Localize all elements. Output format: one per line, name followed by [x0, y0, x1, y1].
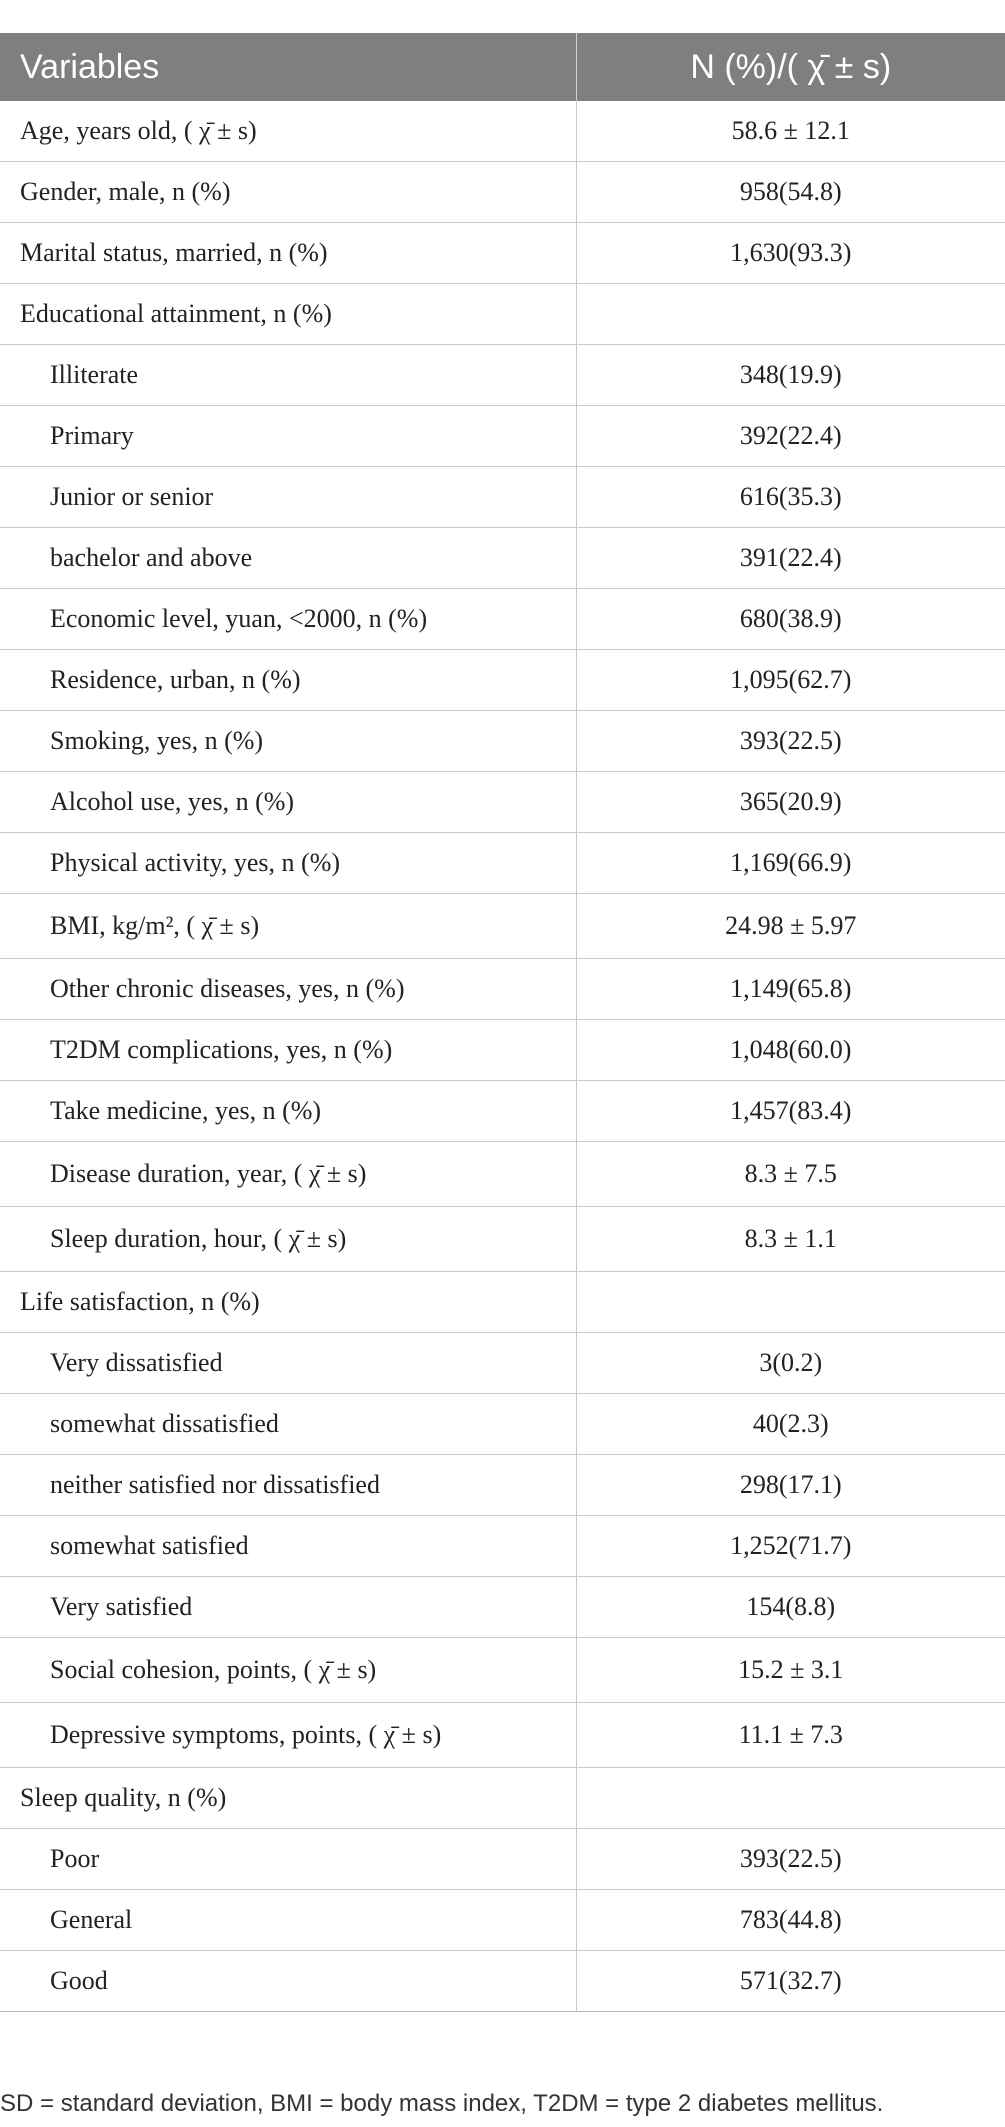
- table-row: [0, 223, 1005, 284]
- table-row: [0, 1142, 1005, 1207]
- row-label: Smoking, yes, n (%): [0, 711, 576, 772]
- row-value: 8.3 ± 1.1: [576, 1207, 1005, 1272]
- table-row: [0, 1207, 1005, 1272]
- row-label: Junior or senior: [0, 467, 576, 528]
- row-value: 391(22.4): [576, 528, 1005, 589]
- row-label: Social cohesion, points, ( χ̄ ± s): [0, 1638, 576, 1703]
- header-statistic: N (%)/( χ̄ ± s): [576, 33, 1005, 101]
- row-label: Primary: [0, 406, 576, 467]
- table-header-row: [0, 33, 1005, 101]
- row-label: Very dissatisfied: [0, 1333, 576, 1394]
- row-label: T2DM complications, yes, n (%): [0, 1020, 576, 1081]
- row-label: Very satisfied: [0, 1577, 576, 1638]
- row-value: 298(17.1): [576, 1455, 1005, 1516]
- row-value: 348(19.9): [576, 345, 1005, 406]
- table-row: [0, 589, 1005, 650]
- characteristics-table: [0, 33, 1005, 2012]
- table-row: [0, 650, 1005, 711]
- row-label: Illiterate: [0, 345, 576, 406]
- table-row: [0, 1829, 1005, 1890]
- row-value: 1,095(62.7): [576, 650, 1005, 711]
- table-footnote: SD = standard deviation, BMI = body mass index, T2DM = type 2 diabetes mellitus.: [0, 2090, 884, 2117]
- row-value: 24.98 ± 5.97: [576, 894, 1005, 959]
- row-value: 1,252(71.7): [576, 1516, 1005, 1577]
- row-label: Economic level, yuan, <2000, n (%): [0, 589, 576, 650]
- table-row: [0, 772, 1005, 833]
- table-row: [0, 1638, 1005, 1703]
- row-label: Residence, urban, n (%): [0, 650, 576, 711]
- row-value: 15.2 ± 3.1: [576, 1638, 1005, 1703]
- table-row: [0, 345, 1005, 406]
- row-label: bachelor and above: [0, 528, 576, 589]
- row-value: 393(22.5): [576, 711, 1005, 772]
- row-value: 1,457(83.4): [576, 1081, 1005, 1142]
- table-row: [0, 1081, 1005, 1142]
- row-value: 11.1 ± 7.3: [576, 1703, 1005, 1768]
- header-variables: Variables: [0, 33, 576, 101]
- row-label: somewhat satisfied: [0, 1516, 576, 1577]
- row-label: Other chronic diseases, yes, n (%): [0, 959, 576, 1020]
- table-body: [0, 101, 1005, 2012]
- row-label: Gender, male, n (%): [0, 162, 576, 223]
- table-row: [0, 833, 1005, 894]
- row-value: 680(38.9): [576, 589, 1005, 650]
- document-table-container: [0, 33, 1005, 2012]
- table-row: [0, 1951, 1005, 2012]
- row-value: 571(32.7): [576, 1951, 1005, 2012]
- table-row: [0, 1890, 1005, 1951]
- row-label: Alcohol use, yes, n (%): [0, 772, 576, 833]
- row-label: General: [0, 1890, 576, 1951]
- row-label: neither satisfied nor dissatisfied: [0, 1455, 576, 1516]
- row-label: Good: [0, 1951, 576, 2012]
- row-value: 1,048(60.0): [576, 1020, 1005, 1081]
- row-label: Age, years old, ( χ̄ ± s): [0, 101, 576, 162]
- row-value: 392(22.4): [576, 406, 1005, 467]
- row-label: Life satisfaction, n (%): [0, 1272, 576, 1333]
- table-row: [0, 959, 1005, 1020]
- table-row: [0, 894, 1005, 959]
- row-label: Marital status, married, n (%): [0, 223, 576, 284]
- table-row: [0, 1703, 1005, 1768]
- table-row: [0, 1768, 1005, 1829]
- row-label: Sleep quality, n (%): [0, 1768, 576, 1829]
- row-label: somewhat dissatisfied: [0, 1394, 576, 1455]
- row-value: 365(20.9): [576, 772, 1005, 833]
- row-value: 1,630(93.3): [576, 223, 1005, 284]
- row-value: 8.3 ± 7.5: [576, 1142, 1005, 1207]
- row-value: 1,169(66.9): [576, 833, 1005, 894]
- row-value: 3(0.2): [576, 1333, 1005, 1394]
- table-row: [0, 1577, 1005, 1638]
- row-value: 783(44.8): [576, 1890, 1005, 1951]
- table-row: [0, 528, 1005, 589]
- row-label: Disease duration, year, ( χ̄ ± s): [0, 1142, 576, 1207]
- table-row: [0, 101, 1005, 162]
- row-value: 958(54.8): [576, 162, 1005, 223]
- row-value: 58.6 ± 12.1: [576, 101, 1005, 162]
- table-row: [0, 467, 1005, 528]
- table-row: [0, 1455, 1005, 1516]
- row-value: 154(8.8): [576, 1577, 1005, 1638]
- row-value: 1,149(65.8): [576, 959, 1005, 1020]
- table-row: [0, 1394, 1005, 1455]
- table-row: [0, 284, 1005, 345]
- row-label: Depressive symptoms, points, ( χ̄ ± s): [0, 1703, 576, 1768]
- row-value: [576, 1272, 1005, 1333]
- row-value: [576, 284, 1005, 345]
- row-value: 616(35.3): [576, 467, 1005, 528]
- row-value: 393(22.5): [576, 1829, 1005, 1890]
- row-label: Physical activity, yes, n (%): [0, 833, 576, 894]
- table-row: [0, 1516, 1005, 1577]
- row-value: 40(2.3): [576, 1394, 1005, 1455]
- row-value: [576, 1768, 1005, 1829]
- table-row: [0, 1020, 1005, 1081]
- table-row: [0, 1272, 1005, 1333]
- table-row: [0, 162, 1005, 223]
- table-row: [0, 406, 1005, 467]
- row-label: BMI, kg/m², ( χ̄ ± s): [0, 894, 576, 959]
- table-row: [0, 711, 1005, 772]
- row-label: Sleep duration, hour, ( χ̄ ± s): [0, 1207, 576, 1272]
- row-label: Poor: [0, 1829, 576, 1890]
- row-label: Take medicine, yes, n (%): [0, 1081, 576, 1142]
- table-row: [0, 1333, 1005, 1394]
- row-label: Educational attainment, n (%): [0, 284, 576, 345]
